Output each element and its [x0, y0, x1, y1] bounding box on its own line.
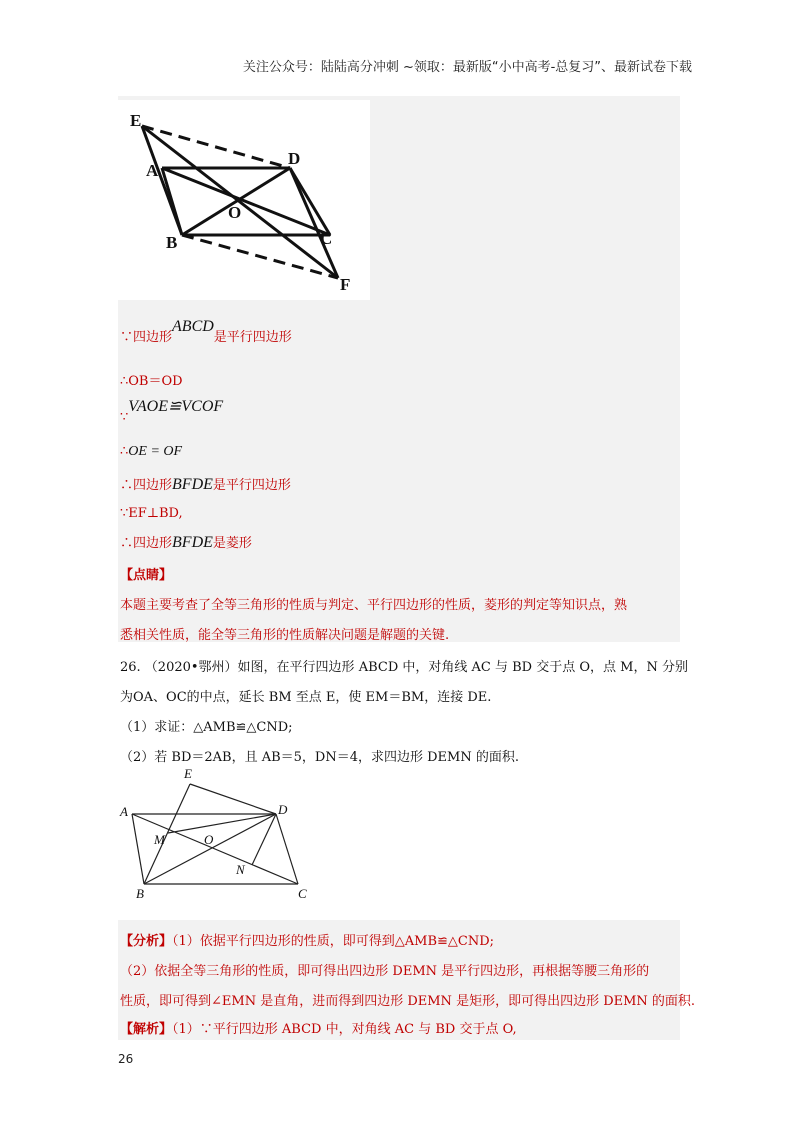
- question-line-2: 为OA、OC的中点，延长 BM 至点 E，使 EM＝BM，连接 DE.: [120, 690, 492, 705]
- fig2-label-D: D: [278, 802, 288, 817]
- proof-line-4: [120, 444, 182, 460]
- fig2-label-M: M: [154, 832, 165, 847]
- fig2-label-O: O: [204, 832, 214, 847]
- fig1-label-B: B: [166, 233, 178, 252]
- analysis-text-1: （1）依据平行四边形的性质，即可得到△AMB≌△CND;: [172, 934, 495, 949]
- solution-line-1: [120, 1018, 517, 1037]
- fig1-label-O: O: [228, 203, 242, 222]
- fig1-label-A: A: [146, 161, 159, 180]
- analysis-line-2: （2）依据全等三角形的性质，即可得出四边形 DEMN 是平行四边形，再根据等腰三角形的: [120, 964, 650, 979]
- solution-tag: 【解析】: [120, 1022, 173, 1037]
- proof-line-1-math: ABCD: [172, 318, 214, 335]
- solution-text-1: （1）∵平行四边形 ABCD 中，对角线 AC 与 BD 交于点 O,: [172, 1022, 517, 1037]
- proof-line-6: ∵EF⊥BD,: [120, 506, 183, 521]
- fig2-label-E: E: [184, 766, 192, 781]
- fig2-label-C: C: [298, 886, 307, 901]
- proof-line-4-math: OE = OF: [128, 444, 183, 459]
- fig1-label-F: F: [340, 275, 351, 294]
- page-header: 关注公众号：陆陆高分冲刺 ~领取：最新版“小中高考-总复习”、最新试卷下载: [242, 60, 692, 75]
- question-line-1: 26. （2020•鄂州）如图，在平行四边形 ABCD 中，对角线 AC 与 BD 交于点 O，点 M，N 分别: [120, 660, 688, 675]
- analysis-line-1: [120, 930, 494, 949]
- proof-line-7-pre: ∴四边形: [120, 536, 173, 551]
- page-number: 26: [118, 1052, 134, 1066]
- comment-tag: 【点睛】: [120, 568, 173, 583]
- proof-line-5-math: BFDE: [172, 476, 213, 493]
- proof-line-5-post: 是平行四边形: [212, 478, 291, 493]
- fig2-label-N: N: [236, 862, 245, 877]
- proof-line-2: ∴OB＝OD: [120, 374, 183, 389]
- proof-line-7-post: 是菱形: [212, 536, 252, 551]
- proof-line-3-pre: ∵: [120, 410, 129, 425]
- proof-line-1-post: 是平行四边形: [213, 330, 292, 345]
- proof-line-7-math: BFDE: [172, 534, 213, 551]
- proof-line-5: [120, 474, 291, 494]
- parallelogram-figure-1: [120, 102, 370, 300]
- comment-line-1: 本题主要考查了全等三角形的性质与判定、平行四边形的性质，菱形的判定等知识点，熟: [120, 598, 628, 613]
- proof-line-5-pre: ∴四边形: [120, 478, 173, 493]
- fig1-label-C: C: [320, 229, 333, 248]
- proof-line-7: [120, 532, 252, 552]
- fig1-label-D: D: [288, 149, 301, 168]
- proof-line-3: [120, 396, 224, 425]
- fig2-label-A: A: [120, 804, 128, 819]
- question-part-1: （1）求证：△AMB≌△CND;: [120, 720, 293, 735]
- analysis-tag: 【分析】: [120, 934, 173, 949]
- analysis-line-3: 性质，即可得到∠EMN 是直角，进而得到四边形 DEMN 是矩形，即可得出四边形 DEMN 的面积.: [120, 994, 696, 1009]
- fig1-label-E: E: [130, 111, 142, 130]
- comment-line-2: 悉相关性质，能全等三角形的性质解决问题是解题的关键.: [120, 628, 450, 643]
- question-part-2: （2）若 BD＝2AB，且 AB＝5，DN＝4，求四边形 DEMN 的面积.: [120, 750, 520, 765]
- proof-line-3-math: VAOE≌VCOF: [128, 398, 224, 415]
- proof-line-4-pre: ∴: [120, 444, 129, 459]
- proof-line-1: [120, 318, 292, 346]
- parallelogram-figure-2: [118, 764, 318, 904]
- proof-line-1-pre: ∵四边形: [120, 330, 173, 345]
- fig2-label-B: B: [136, 886, 144, 901]
